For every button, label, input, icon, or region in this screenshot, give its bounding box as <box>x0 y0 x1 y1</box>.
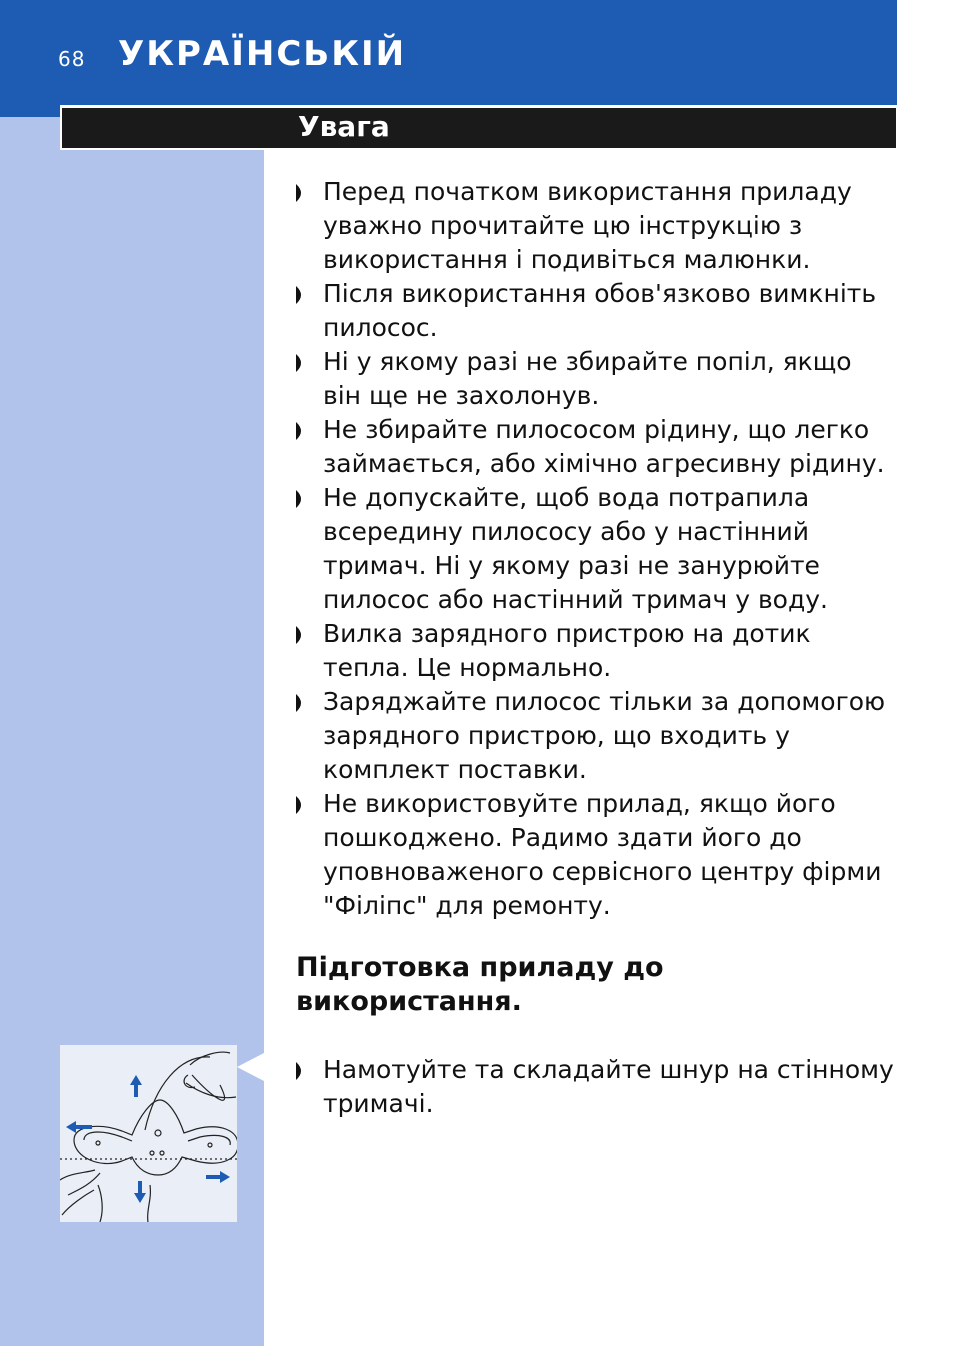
bullet-icon <box>296 1062 306 1080</box>
warning-item <box>296 787 896 923</box>
bullet-icon <box>296 694 306 712</box>
preparation-heading: Підготовка приладу до використання. <box>296 952 664 1017</box>
warnings-list <box>296 175 896 923</box>
warnings-content <box>296 175 896 923</box>
warning-text: Не використовуйте прилад, якщо його пошкоджено. Радимо здати його до уповноваженого сервісного центру фірми "Філіпс" для ремонту. <box>323 789 882 920</box>
warning-text: Не збирайте пилососом рідину, що легко займається, або хімічно агресивну рідину. <box>323 415 885 478</box>
warning-text: Ні у якому разі не збирайте попіл, якщо він ще не захолонув. <box>323 347 852 410</box>
warning-item <box>296 345 896 413</box>
bullet-icon <box>296 422 306 440</box>
bullet-icon <box>296 286 306 304</box>
warning-text: Перед початком використання приладу уважно прочитайте цю інструкцію з використання і подивіться малюнки. <box>323 177 852 274</box>
warning-item <box>296 685 896 787</box>
warning-item <box>296 277 896 345</box>
warning-text: Вилка зарядного пристрою на дотик тепла. Це нормально. <box>323 619 811 682</box>
warning-text: Заряджайте пилосос тільки за допомогою зарядного пристрою, що входить у комплект поставки. <box>323 687 886 784</box>
bullet-icon <box>296 796 306 814</box>
wall-holder-drawing <box>60 1045 237 1222</box>
bullet-icon <box>296 626 306 644</box>
warning-text: Не допускайте, щоб вода потрапила всередину пилососу або у настінний тримач. Ні у якому разі не занурюйте пилосос або настінний тримач у воду. <box>323 483 829 614</box>
bullet-icon <box>296 490 306 508</box>
warning-item <box>296 175 896 277</box>
wall-holder-illustration <box>60 1045 237 1222</box>
page-number: 68 <box>58 47 86 71</box>
preparation-step <box>296 1053 896 1121</box>
bullet-icon <box>296 184 306 202</box>
language-title: УКРАЇНСЬКІЙ <box>118 34 407 74</box>
warning-item <box>296 481 896 617</box>
preparation-content <box>296 1053 896 1121</box>
bullet-icon <box>296 354 306 372</box>
warning-item <box>296 617 896 685</box>
preparation-list <box>296 1053 896 1121</box>
section-title: Увага <box>298 110 390 143</box>
illustration-pointer <box>237 1053 264 1081</box>
step-text: Намотуйте та складайте шнур на стінному тримачі. <box>323 1055 894 1118</box>
warning-text: Після використання обов'язково вимкніть пилосос. <box>323 279 877 342</box>
warning-item <box>296 413 896 481</box>
section-bar <box>60 106 898 150</box>
